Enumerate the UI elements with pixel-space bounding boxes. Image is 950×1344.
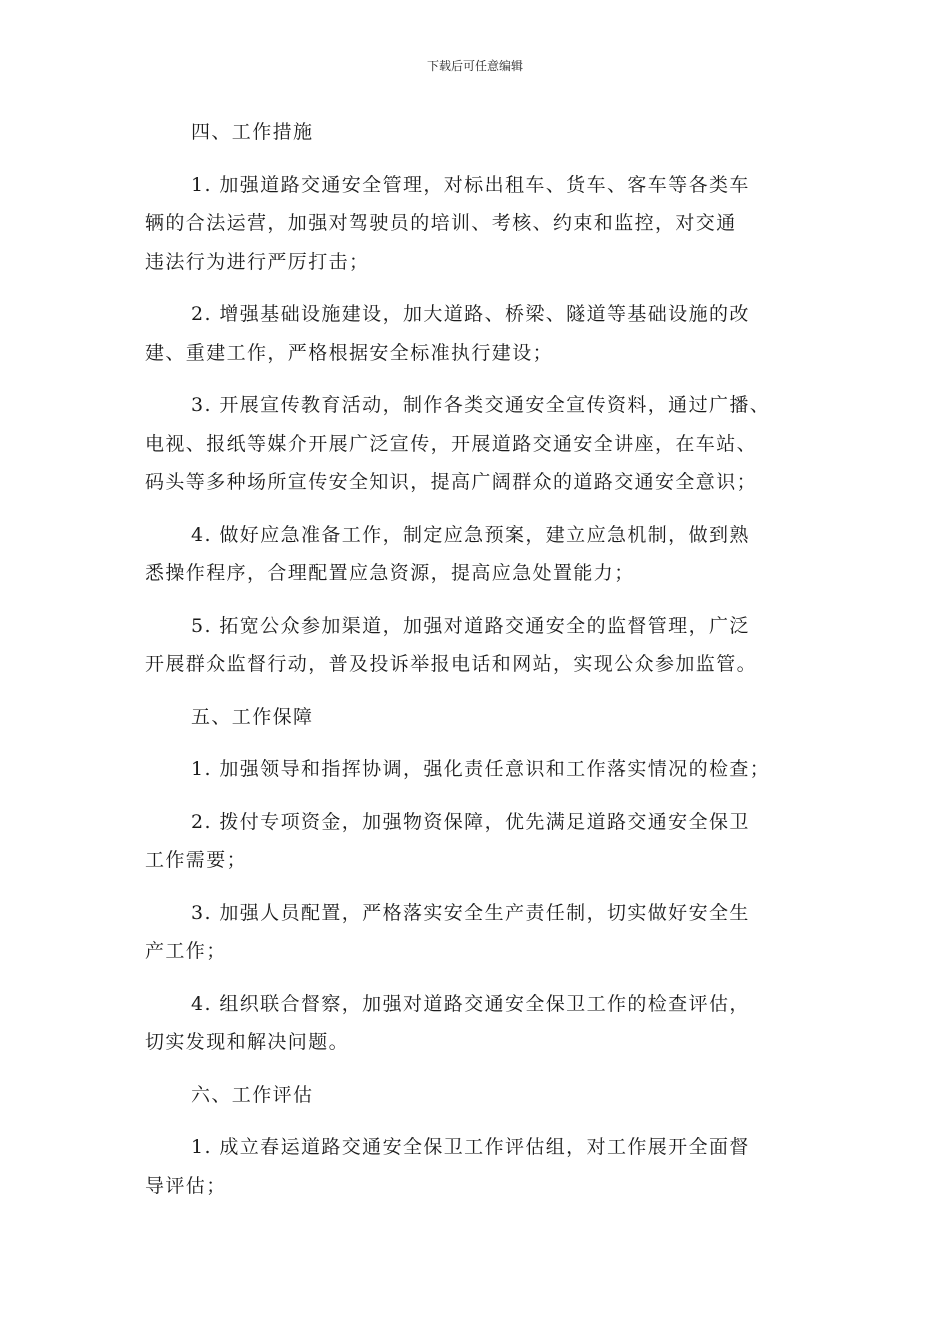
section-heading xyxy=(145,1076,810,1115)
text-line: 悉操作程序，合理配置应急资源，提高应急处置能力； xyxy=(145,562,635,584)
text-line: 5. 拓宽公众参加渠道，加强对道路交通安全的监督管理，广泛 xyxy=(191,614,750,637)
download-edit-note: 下载后可任意编辑 xyxy=(426,59,523,73)
text-line: 开展群众监督行动，普及投诉举报电话和网站，实现公众参加监管。 xyxy=(145,653,758,675)
section-heading xyxy=(145,113,810,152)
text-line: 建、重建工作，严格根据安全标准执行建设； xyxy=(145,341,554,364)
paragraph xyxy=(145,386,810,502)
paragraph xyxy=(145,516,810,593)
page-header xyxy=(0,56,950,76)
text-line: 四、工作措施 xyxy=(191,121,314,143)
text-line: 3. 加强人员配置，严格落实安全生产责任制，切实做好安全生 xyxy=(191,901,750,924)
text-line: 1. 加强道路交通安全管理，对标出租车、货车、客车等各类车 xyxy=(191,173,750,196)
text-line: 码头等多种场所宣传安全知识，提高广阔群众的道路交通安全意识； xyxy=(145,471,758,493)
paragraph xyxy=(145,295,810,372)
paragraph xyxy=(145,985,810,1062)
text-line: 六、工作评估 xyxy=(191,1083,314,1106)
paragraph xyxy=(145,607,810,684)
text-line: 导评估； xyxy=(145,1174,227,1197)
text-line: 1. 成立春运道路交通安全保卫工作评估组，对工作展开全面督 xyxy=(191,1136,750,1158)
document-body xyxy=(145,113,810,1219)
text-line: 工作需要； xyxy=(145,849,248,871)
text-line: 电视、报纸等媒介开展广泛宣传，开展道路交通安全讲座，在车站、 xyxy=(145,432,758,455)
paragraph xyxy=(145,803,810,880)
paragraph xyxy=(145,750,810,789)
text-line: 2. 拨付专项资金，加强物资保障，优先满足道路交通安全保卫 xyxy=(191,810,750,833)
section-heading xyxy=(145,698,810,737)
paragraph xyxy=(145,894,810,971)
text-line: 2. 增强基础设施建设，加大道路、桥梁、隧道等基础设施的改 xyxy=(191,303,750,325)
text-line: 4. 组织联合督察，加强对道路交通安全保卫工作的检查评估， xyxy=(191,992,750,1015)
text-line: 切实发现和解决问题。 xyxy=(145,1031,350,1053)
paragraph xyxy=(145,166,810,282)
text-line: 4. 做好应急准备工作，制定应急预案，建立应急机制，做到熟 xyxy=(191,523,750,546)
text-line: 违法行为进行严厉打击； xyxy=(145,250,370,273)
text-line: 辆的合法运营，加强对驾驶员的培训、考核、约束和监控，对交通 xyxy=(145,212,737,234)
text-line: 3. 开展宣传教育活动，制作各类交通安全宣传资料，通过广播、 xyxy=(191,394,771,416)
text-line: 五、工作保障 xyxy=(191,705,314,728)
text-line: 产工作； xyxy=(145,940,227,962)
paragraph xyxy=(145,1128,810,1205)
text-line: 1. 加强领导和指挥协调，强化责任意识和工作落实情况的检查； xyxy=(191,758,771,780)
